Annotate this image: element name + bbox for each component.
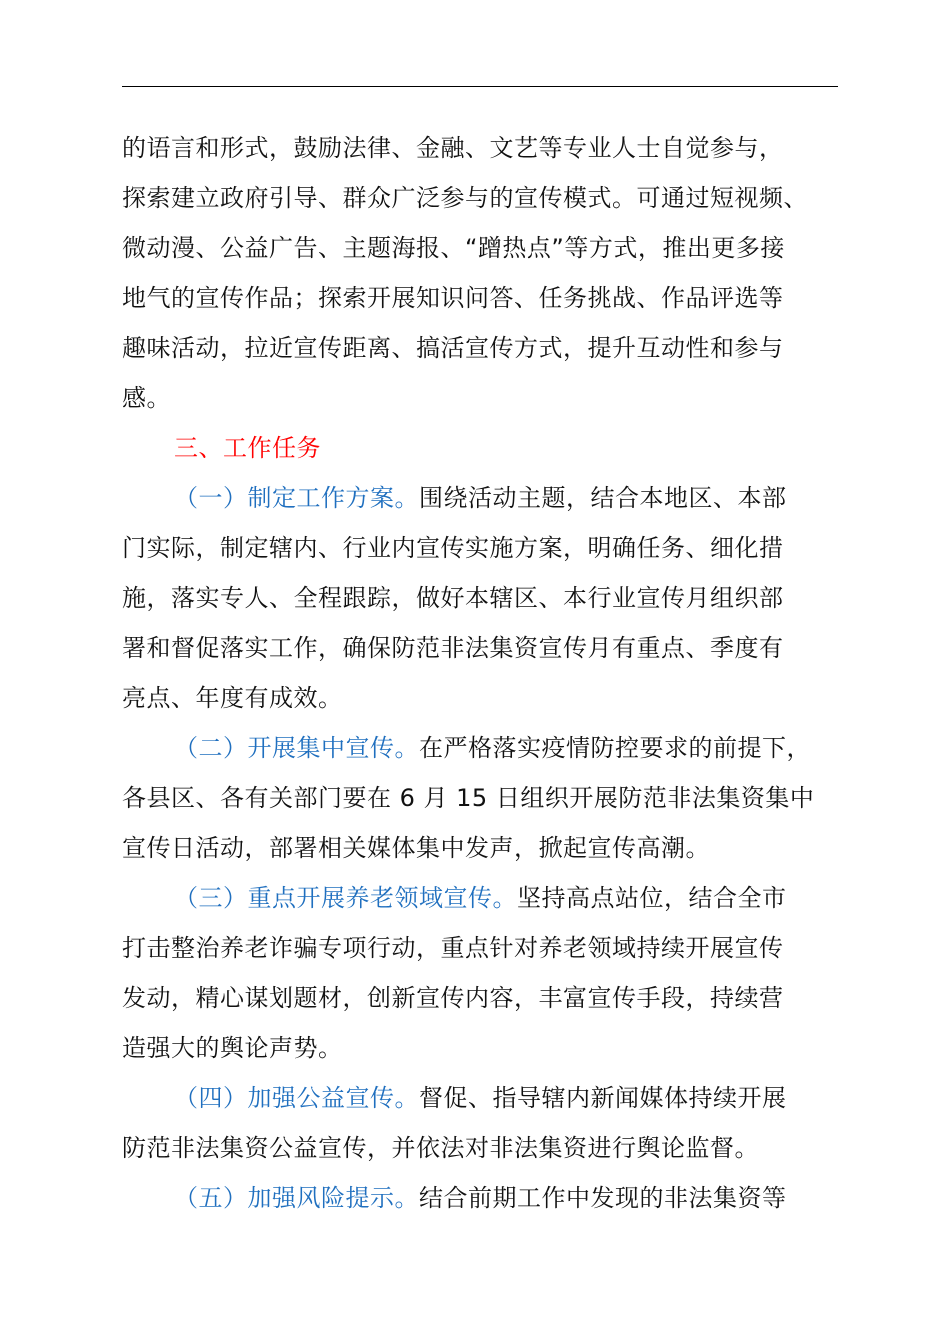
intro-line: 微动漫、公益广告、主题海报、“蹭热点”等方式，推出更多接 [122, 234, 785, 262]
item-1-line: 施，落实专人、全程跟踪，做好本辖区、本行业宣传月组织部 [122, 584, 784, 612]
intro-line: 探索建立政府引导、群众广泛参与的宣传模式。可通过短视频、 [122, 184, 808, 212]
item-1-line: 署和督促落实工作，确保防范非法集资宣传月有重点、季度有 [122, 634, 784, 662]
item-2-line: 宣传日活动，部署相关媒体集中发声，掀起宣传高潮。 [122, 834, 710, 862]
item-2-heading: （二）开展集中宣传。 [174, 734, 419, 762]
item-3-line: 打击整治养老诈骗专项行动，重点针对养老领域持续开展宣传 [122, 934, 784, 962]
item-1-line: 门实际，制定辖内、行业内宣传实施方案，明确任务、细化措 [122, 534, 784, 562]
item-3-heading: （三）重点开展养老领域宣传。 [174, 884, 517, 912]
item-3-line: 发动，精心谋划题材，创新宣传内容，丰富宣传手段，持续营 [122, 984, 784, 1012]
item-2-text: 在严格落实疫情防控要求的前提下， [419, 734, 811, 762]
item-1-first-line [122, 473, 838, 523]
item-2-first-line [122, 723, 838, 773]
intro-line: 地气的宣传作品；探索开展知识问答、任务挑战、作品评选等 [122, 284, 784, 312]
item-4-text: 督促、指导辖内新闻媒体持续开展 [419, 1084, 787, 1112]
item-3-first-line [122, 873, 838, 923]
intro-line: 感。 [122, 384, 171, 412]
item-1-text: 围绕活动主题，结合本地区、本部 [419, 484, 787, 512]
item-4-line: 防范非法集资公益宣传，并依法对非法集资进行舆论监督。 [122, 1134, 759, 1162]
document-body [122, 123, 838, 1223]
item-1-heading: （一）制定工作方案。 [174, 484, 419, 512]
item-5-heading: （五）加强风险提示。 [174, 1184, 419, 1212]
intro-line: 趣味活动，拉近宣传距离、搞活宣传方式，提升互动性和参与 [122, 334, 784, 362]
header-rule [122, 86, 838, 87]
item-3-text: 坚持高点站位，结合全市 [517, 884, 787, 912]
item-3-line: 造强大的舆论声势。 [122, 1034, 343, 1062]
item-5-first-line [122, 1173, 838, 1223]
section-heading: 三、工作任务 [174, 434, 321, 462]
item-4-heading: （四）加强公益宣传。 [174, 1084, 419, 1112]
item-5-text: 结合前期工作中发现的非法集资等 [419, 1184, 787, 1212]
item-2-line: 各县区、各有关部门要在 6 月 15 日组织开展防范非法集资集中 [122, 784, 815, 812]
intro-line: 的语言和形式，鼓励法律、金融、文艺等专业人士自觉参与， [122, 134, 784, 162]
item-4-first-line [122, 1073, 838, 1123]
item-1-line: 亮点、年度有成效。 [122, 684, 343, 712]
